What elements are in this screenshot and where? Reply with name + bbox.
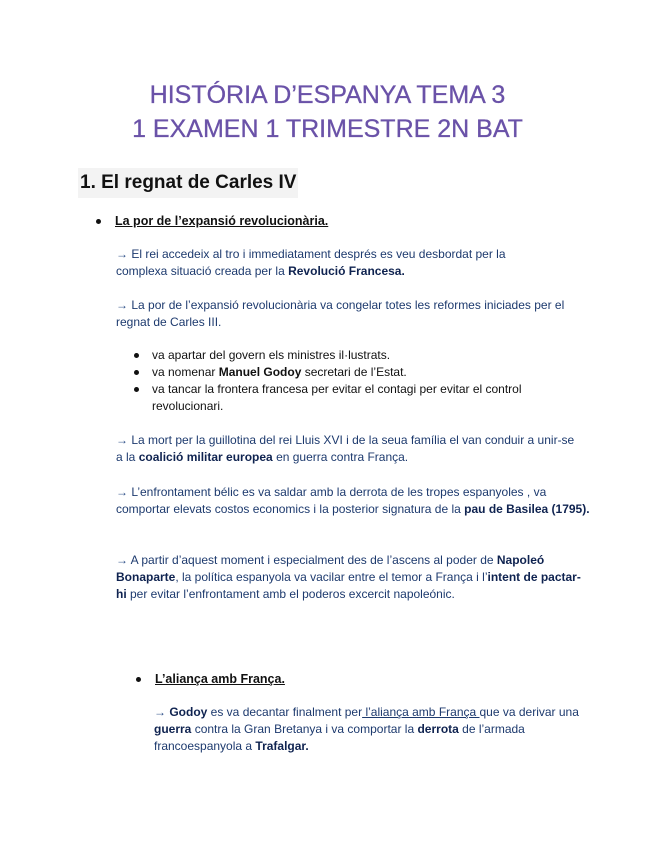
bullet-label: L’aliança amb França. [155,672,285,686]
arrow-icon: → [116,433,128,447]
paragraph-reformes: → La por de l’expansió revolucionària va congelar totes les reformes iniciades per el regnat de Carles III. [116,298,565,329]
section-heading: 1. El regnat de Carles IV [78,168,298,198]
document-title-line1: HISTÓRIA D’ESPANYA TEMA 3 [149,81,506,109]
arrow-icon: → [116,298,128,312]
bullet-dot-icon [134,370,139,375]
bullet-item-alianca [136,671,285,687]
arrow-icon: → [154,705,166,719]
paragraph-revolucio: → El rei accedeix al tro i immediatament després es veu desbordat per la complexa situació creada per la Revolució Francesa. [116,247,506,278]
bullet-item-por [96,213,328,229]
arrow-icon: → [116,485,128,499]
paragraph-basilea: → L’enfrontament bélic es va saldar amb la derrota de les tropes espanyoles , va comportar elevats costos economics i la posterior signatura de la pau de Basilea (1795). [116,485,590,516]
paragraph-trafalgar: → Godoy es va decantar finalment per l’aliança amb França que va derivar una guerra contra la Gran Bretanya i va comportar la derrota de l’armada francoespanyola a Trafalgar. [154,705,579,753]
arrow-icon: → [116,553,128,567]
bullet-dot-icon [96,219,101,224]
sub-list-item: va nomenar Manuel Godoy secretari de l’Estat. [134,364,564,381]
arrow-icon: → [116,247,128,261]
sub-list-item: va apartar del govern els ministres il·lustrats. [134,347,564,364]
paragraph-napoleo: → A partir d’aquest moment i especialment des de l’ascens al poder de Napoleó Bonaparte, la política espanyola va vacilar entre el temor a França i l’intent de pactar-hi per evitar l’enfrontament amb el poderos excercit napoleónic. [116,553,581,601]
bullet-dot-icon [136,677,141,682]
sub-list-item: va tancar la frontera francesa per evitar el contagi per evitar el control revolucionari. [134,381,564,415]
bullet-label: La por de l’expansió revolucionària. [115,214,329,228]
paragraph-coalicio: → La mort per la guillotina del rei Lluis XVI i de la seua família el van conduir a unir-se a la coalició militar europea en guerra contra França. [116,433,575,464]
document-title-line2: 1 EXAMEN 1 TRIMESTRE 2N BAT [132,115,523,143]
bullet-dot-icon [134,387,139,392]
bullet-dot-icon [134,353,139,358]
